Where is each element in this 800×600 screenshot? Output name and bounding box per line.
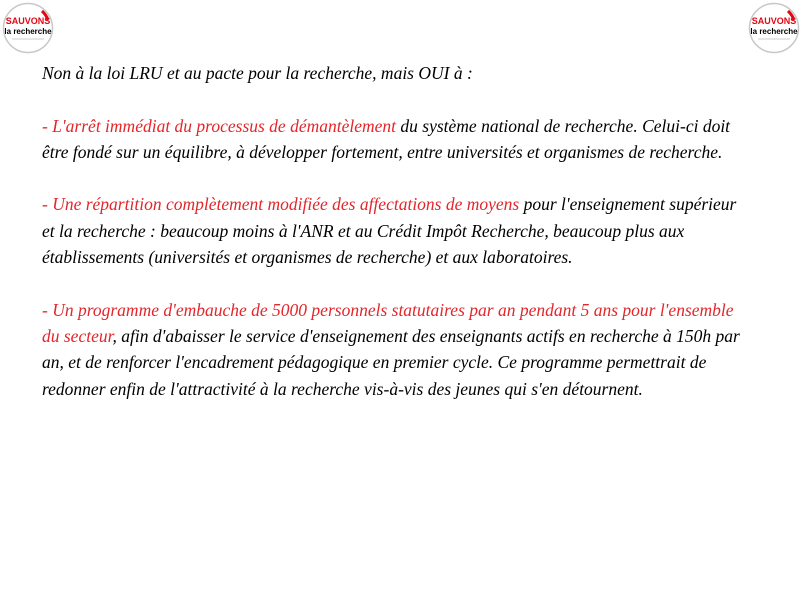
logo-line2: la recherche: [750, 27, 798, 36]
sauvons-la-recherche-logo: [2, 2, 54, 54]
point-3-text: , afin d'abaisser le service d'enseignement des enseignants actifs en recherche à 150h par an, et de renforcer l'encadrement pédagogique en premier cycle. Ce programme permettrait de redonner enfin de l'attractivité à la recherche vis-à-vis des jeunes qui s'en détournent.: [42, 325, 740, 399]
logo-line1: SAUVONS: [5, 16, 51, 26]
point-2: [42, 191, 742, 270]
sauvons-la-recherche-logo: [748, 2, 800, 54]
logo-line1: SAUVONS: [751, 16, 797, 26]
intro-text: Non à la loi LRU et au pacte pour la recherche, mais OUI à :: [42, 63, 473, 83]
point-2-highlight: Une répartition complètement modifiée des affectations de moyens: [52, 194, 520, 215]
point-1-text: du système national de recherche. Celui-ci doit être fondé sur un équilibre, à développer fortement, entre universités et organismes de recherche.: [42, 115, 731, 162]
point-1-highlight: L'arrêt immédiat du processus de démantèlement: [52, 115, 397, 136]
bullet-dash: -: [42, 115, 48, 136]
logo-line2: la recherche: [4, 27, 52, 36]
bullet-dash: -: [42, 299, 48, 320]
point-1: [42, 113, 742, 166]
slide-body: [42, 60, 742, 402]
point-2-text: pour l'enseignement supérieur et la recherche : beaucoup moins à l'ANR et au Crédit Impôt Recherche, beaucoup plus aux établissements (universités et organismes de recherche) et aux laboratoires.: [42, 194, 737, 268]
bullet-dash: -: [42, 194, 48, 215]
point-3-highlight: Un programme d'embauche de 5000 personnels statutaires par an pendant 5 ans pour l'ensemble du secteur: [42, 299, 734, 346]
point-3: [42, 297, 742, 402]
